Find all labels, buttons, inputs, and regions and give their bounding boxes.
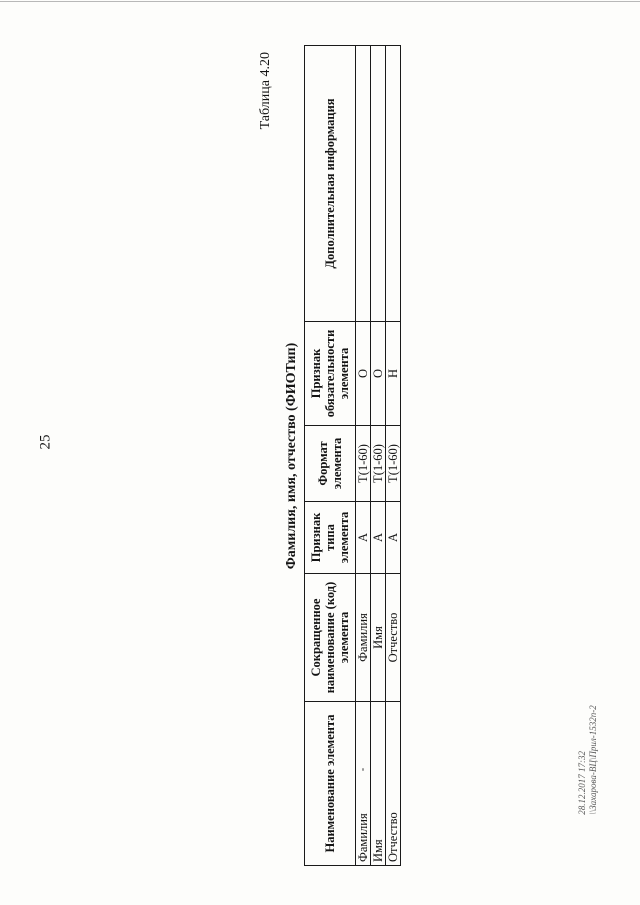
cell-type: А — [356, 502, 371, 574]
page-number: 25 — [37, 434, 54, 450]
footer-timestamp: 28.12.2017 17:32 — [577, 751, 587, 815]
elements-table — [304, 45, 401, 866]
cell-format: T(1-60) — [386, 426, 401, 502]
table-row — [356, 46, 371, 866]
cell-required: О — [356, 322, 371, 426]
table-caption: Таблица 4.20 — [258, 52, 273, 130]
cell-extra-info — [386, 46, 401, 322]
table-header-row — [305, 46, 356, 866]
column-header-type: Признак типа элемента — [305, 502, 356, 574]
cell-extra-info — [356, 46, 371, 322]
cell-name: Отчество — [386, 702, 401, 866]
column-header-required: Признак обязательности элемента — [305, 322, 356, 426]
footer-file-path: \\Захарова-ВЦ\Прил-1532п-2 — [588, 705, 598, 815]
cell-required: Н — [386, 322, 401, 426]
rotated-table-block — [257, 46, 547, 866]
table-row — [371, 46, 386, 866]
table-title: Фамилия, имя, отчество (ФИОТип) — [284, 342, 299, 570]
cell-code: Фамилия — [356, 574, 371, 702]
column-header-format: Формат элемента — [305, 426, 356, 502]
cell-format: T(1-60) — [356, 426, 371, 502]
column-header-extra-info: Дополнительная информация — [305, 46, 356, 322]
scan-edge-line — [0, 1, 640, 2]
column-header-name: Наименование элемента — [305, 702, 356, 866]
cell-type: А — [386, 502, 401, 574]
cell-required: О — [371, 322, 386, 426]
cell-extra-info — [371, 46, 386, 322]
column-header-code: Сокращенное наименование (код) элемента — [305, 574, 356, 702]
cell-name: Фамилия — [356, 702, 371, 866]
cell-code: Отчество — [386, 574, 401, 702]
footer-file-note — [577, 705, 599, 815]
cell-name: Имя — [371, 702, 386, 866]
scan-speck — [362, 768, 364, 771]
cell-type: А — [371, 502, 386, 574]
table-row — [386, 46, 401, 866]
cell-format: T(1-60) — [371, 426, 386, 502]
cell-code: Имя — [371, 574, 386, 702]
